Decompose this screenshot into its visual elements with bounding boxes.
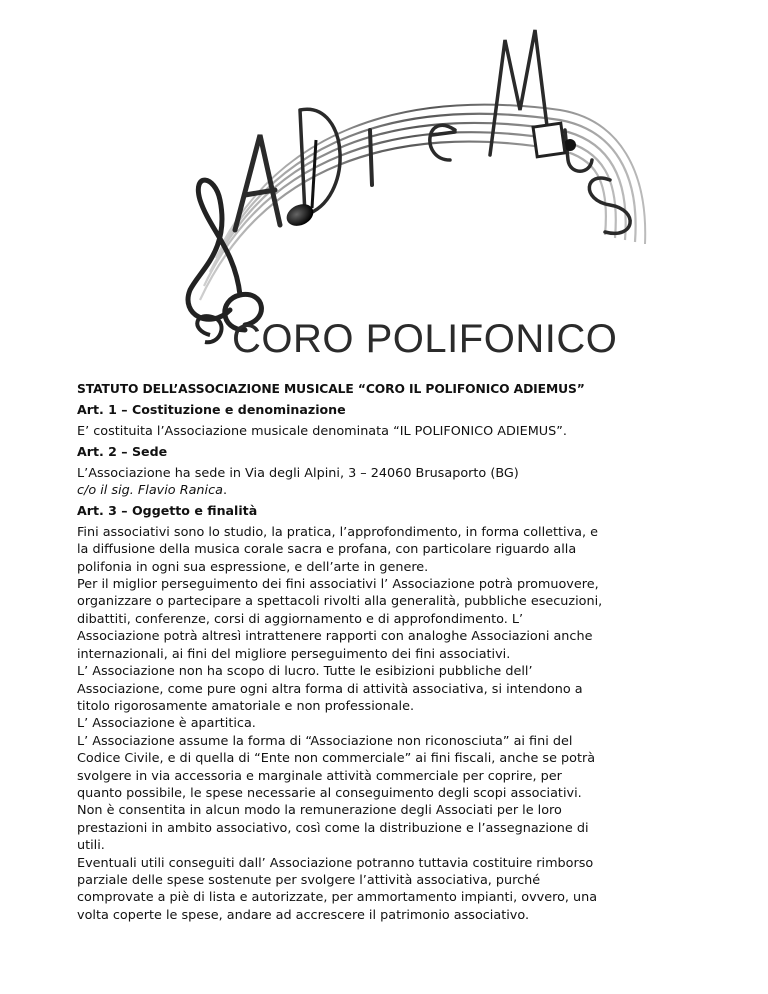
article-1-text: E’ costituita l’Associazione musicale denominata “IL POLIFONICO ADIEMUS”. xyxy=(77,423,567,439)
article-3-line: Codice Civile, e di quella di “Ente non commerciale” ai fini fiscali, anche se potrà xyxy=(77,751,596,767)
article-2-contact: c/o il sig. Flavio Ranica xyxy=(77,483,223,499)
article-3-line: parziale delle spese sostenute per svolgere l’attività associativa, purché xyxy=(77,872,541,888)
article-3-line: L’ Associazione assume la forma di “Associazione non riconosciuta” ai fini del xyxy=(77,733,573,749)
article-3-line: quanto possibile, le spese necessarie al conseguimento degli scopi associativi. xyxy=(77,785,582,801)
document-title: STATUTO DELL’ASSOCIAZIONE MUSICALE “CORO IL POLIFONICO ADIEMUS” xyxy=(77,382,585,396)
article-3-body xyxy=(77,524,692,924)
article-3-line: L’ Associazione non ha scopo di lucro. Tutte le esibizioni pubbliche dell’ xyxy=(77,664,533,680)
article-2-line-2 xyxy=(77,482,692,499)
article-2-line-1: L’Associazione ha sede in Via degli Alpini, 3 – 24060 Brusaporto (BG) xyxy=(77,465,519,481)
article-3-line: Associazione potrà altresì intrattenere rapporti con analoghe Associazioni anche xyxy=(77,629,593,645)
article-3-line: L’ Associazione è apartitica. xyxy=(77,716,256,732)
article-3-line: polifonia in ogni sua espressione, e dell’arte in genere. xyxy=(77,559,429,575)
article-3-line: comprovate a piè di lista e autorizzate, per ammortamento impianti, ovvero, una xyxy=(77,890,598,906)
article-2-period: . xyxy=(222,483,228,499)
article-2 xyxy=(77,443,692,499)
article-3-heading: Art. 3 – Oggetto e finalità xyxy=(77,503,258,519)
article-1 xyxy=(77,401,692,440)
logo-subtitle: CORO POLIFONICO xyxy=(232,317,618,361)
article-3-line: Fini associativi sono lo studio, la pratica, l’approfondimento, in forma collettiva, e xyxy=(77,524,599,540)
article-3-line: dibattiti, conferenze, corsi di aggiornamento e di approfondimento. L’ xyxy=(77,611,524,627)
article-3-line: Per il miglior perseguimento dei fini associativi l’ Associazione potrà promuovere, xyxy=(77,577,599,593)
coro-polifonico-logo xyxy=(140,0,650,370)
article-3-line: prestazioni in ambito associativo, così come la distribuzione e l’assegnazione di xyxy=(77,820,589,836)
article-3-line: titolo rigorosamente amatoriale e non professionale. xyxy=(77,698,415,714)
letter-i-icon xyxy=(370,130,372,185)
article-3-line: Eventuali utili conseguiti dall’ Associazione potranno tuttavia costituire rimborso xyxy=(77,855,594,871)
article-1-heading: Art. 1 – Costituzione e denominazione xyxy=(77,402,346,418)
article-3 xyxy=(77,502,692,924)
article-2-heading: Art. 2 – Sede xyxy=(77,444,168,460)
article-3-line: internazionali, ai fini del migliore perseguimento dei fini associativi. xyxy=(77,646,511,662)
article-3-line: svolgere in via accessoria e marginale attività commerciale per coprire, per xyxy=(77,768,562,784)
statute-document xyxy=(77,381,692,927)
article-3-line: volta coperte le spese, andare ad accrescere il patrimonio associativo. xyxy=(77,907,530,923)
article-3-line: Associazione, come pure ogni altra forma di attività associativa, si intendono a xyxy=(77,681,583,697)
staff-ribbon xyxy=(200,105,645,300)
adiemus-letters xyxy=(235,30,630,233)
note-box-icon xyxy=(533,123,565,157)
article-3-line: utili. xyxy=(77,838,105,854)
letter-d-icon xyxy=(300,109,340,215)
article-3-line: la diffusione della musica corale sacra e profana, con particolare riguardo alla xyxy=(77,542,577,558)
article-3-line: Non è consentita in alcun modo la remunerazione degli Associati per le loro xyxy=(77,803,562,819)
article-3-line: organizzare o partecipare a spettacoli rivolti alla generalità, pubbliche esecuzioni, xyxy=(77,594,603,610)
